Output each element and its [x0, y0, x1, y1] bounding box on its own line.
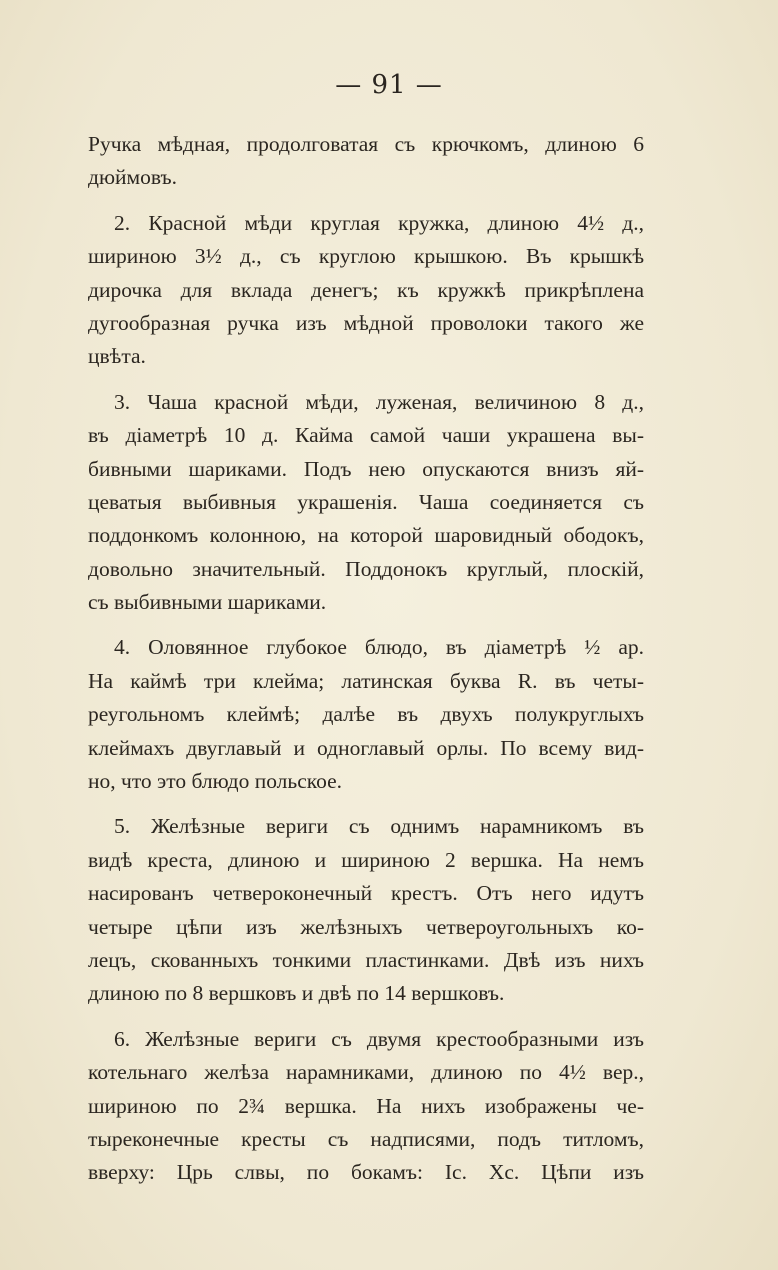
text-line: довольно значительный. Поддонокъ круглый, плоскій,	[88, 556, 644, 581]
paragraph	[88, 207, 644, 374]
text-line: насированъ четвероконечный крестъ. Отъ него идутъ	[88, 881, 644, 906]
text-line: бивными шариками. Подъ нею опускаются внизъ яй-	[88, 456, 644, 481]
body-text	[88, 128, 644, 1190]
text-line: шириною 3½ д., съ круглою крышкою. Въ крышкѣ	[88, 244, 644, 269]
text-line: съ выбивными шариками.	[88, 590, 327, 615]
text-line: 6. Желѣзные вериги съ двумя крестообразными изъ	[114, 1026, 644, 1051]
text-line: четыре цѣпи изъ желѣзныхъ четвероугольныхъ ко-	[88, 914, 644, 939]
text-line: дюймовъ.	[88, 165, 177, 190]
text-line: 3. Чаша красной мѣди, луженая, величиною 8 д.,	[114, 389, 644, 414]
text-line: 2. Красной мѣди круглая кружка, длиною 4½ д.,	[114, 210, 644, 235]
paragraph	[88, 631, 644, 798]
text-line: вверху: Црь слвы, по бокамъ: Іс. Хс. Цѣпи изъ	[88, 1160, 644, 1185]
text-line: 5. Желѣзные вериги съ однимъ нарамникомъ въ	[114, 814, 644, 839]
text-line: видѣ креста, длиною и шириною 2 вершка. На немъ	[88, 847, 644, 872]
text-line: тыреконечные кресты съ надписями, подъ титломъ,	[88, 1126, 644, 1151]
text-line: цеватыя выбивныя украшенія. Чаша соединяется съ	[88, 489, 644, 514]
text-line: лецъ, скованныхъ тонкими пластинками. Двѣ изъ нихъ	[88, 947, 644, 972]
text-line: 4. Оловянное глубокое блюдо, въ діаметрѣ ½ ар.	[114, 635, 644, 660]
page-number: — 91 —	[335, 70, 443, 100]
text-line: цвѣта.	[88, 344, 146, 369]
paragraph	[88, 386, 644, 620]
text-line: реугольномъ клеймѣ; далѣе въ двухъ полукруглыхъ	[88, 702, 644, 727]
text-line: дугообразная ручка изъ мѣдной проволоки такого же	[88, 310, 644, 335]
text-line: котельнаго желѣза нарамниками, длиною по 4½ вер.,	[88, 1060, 644, 1085]
text-line: дирочка для вклада денегъ; къ кружкѣ прикрѣплена	[88, 277, 644, 302]
paragraph	[88, 810, 644, 1010]
text-line: поддонкомъ колонною, на которой шаровидный ободокъ,	[88, 523, 644, 548]
text-line: но, что это блюдо польское.	[88, 769, 343, 794]
text-line: длиною по 8 вершковъ и двѣ по 14 вершковъ.	[88, 981, 505, 1006]
paragraph	[88, 128, 644, 195]
text-line: въ діаметрѣ 10 д. Кайма самой чаши украшена вы-	[88, 423, 644, 448]
text-line: Ручка мѣдная, продолговатая съ крючкомъ, длиною 6	[88, 132, 644, 156]
paragraph	[88, 1023, 644, 1190]
text-line: клеймахъ двуглавый и одноглавый орлы. По всему вид-	[88, 735, 644, 760]
text-line: На каймѣ три клейма; латинская буква R. въ четы-	[88, 668, 644, 693]
text-line: шириною по 2¾ вершка. На нихъ изображены че-	[88, 1093, 644, 1118]
